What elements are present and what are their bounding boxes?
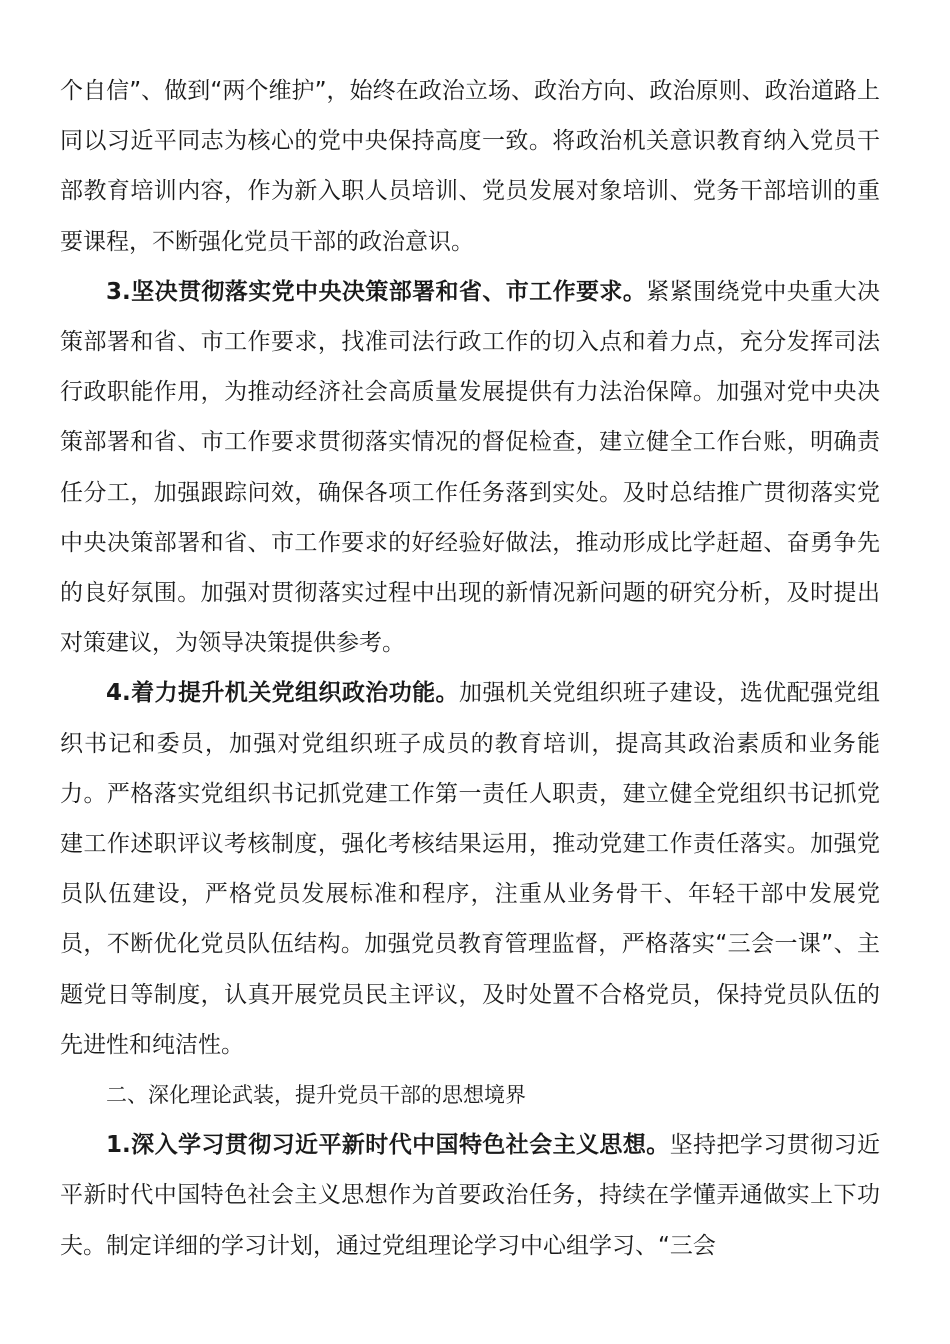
paragraph-text: 紧紧围绕党中央重大决策部署和省、市工作要求，找准司法行政工作的切入点和着力点，充分发挥司法行政职能作用，为推动经济社会高质量发展提供有力法治保障。加强对党中央决策部署和省、市工作要求贯彻落实情况的督促检查，建立健全工作台账，明确责任分工，加强跟踪问效，确保各项工作任务落到实处。及时总结推广贯彻落实党中央决策部署和省、市工作要求的好经验好做法，推动形成比学赶超、奋勇争先的良好氛围。加强对贯彻落实过程中出现的新情况新问题的研究分析，及时提出对策建议，为领导决策提供参考。 xyxy=(60,278,880,657)
paragraph-lead-heading: 4.着力提升机关党组织政治功能。 xyxy=(106,680,459,707)
paragraph-lead-heading: 3.坚决贯彻落实党中央决策部署和省、市工作要求。 xyxy=(106,278,647,305)
paragraph-text: 加强机关党组织班子建设，选优配强党组织书记和委员，加强对党组织班子成员的教育培训，提高其政治素质和业务能力。严格落实党组织书记抓党建工作第一责任人职责，建立健全党组织书记抓党建工作述职评议考核制度，强化考核结果运用，推动党建工作责任落实。加强党员队伍建设，严格党员发展标准和程序，注重从业务骨干、年轻干部中发展党员，不断优化党员队伍结构。加强党员教育管理监督，严格落实“三会一课”、主题党日等制度，认真开展党员民主评议，及时处置不合格党员，保持党员队伍的先进性和纯洁性。 xyxy=(60,680,880,1058)
paragraph-text: 坚持把学习贯彻习近平新时代中国特色社会主义思想作为首要政治任务，持续在学懂弄通做实上下功夫。制定详细的学习计划，通过党组理论学习中心组学习、“三会 xyxy=(60,1132,880,1259)
paragraph-item-1 xyxy=(60,1120,880,1271)
paragraph-continuation xyxy=(60,66,880,267)
section-heading: 二、深化理论武装，提升党员干部的思想境界 xyxy=(106,1083,526,1108)
document-page xyxy=(60,66,880,1271)
paragraph-item-4 xyxy=(60,668,880,1070)
paragraph-lead-heading: 1.深入学习贯彻习近平新时代中国特色社会主义思想。 xyxy=(106,1132,670,1159)
paragraph-text: 个自信”、做到“两个维护”，始终在政治立场、政治方向、政治原则、政治道路上同以习近平同志为核心的党中央保持高度一致。将政治机关意识教育纳入党员干部教育培训内容，作为新入职人员培训、党员发展对象培训、党务干部培训的重要课程，不断强化党员干部的政治意识。 xyxy=(60,78,880,255)
paragraph-item-3 xyxy=(60,267,880,669)
